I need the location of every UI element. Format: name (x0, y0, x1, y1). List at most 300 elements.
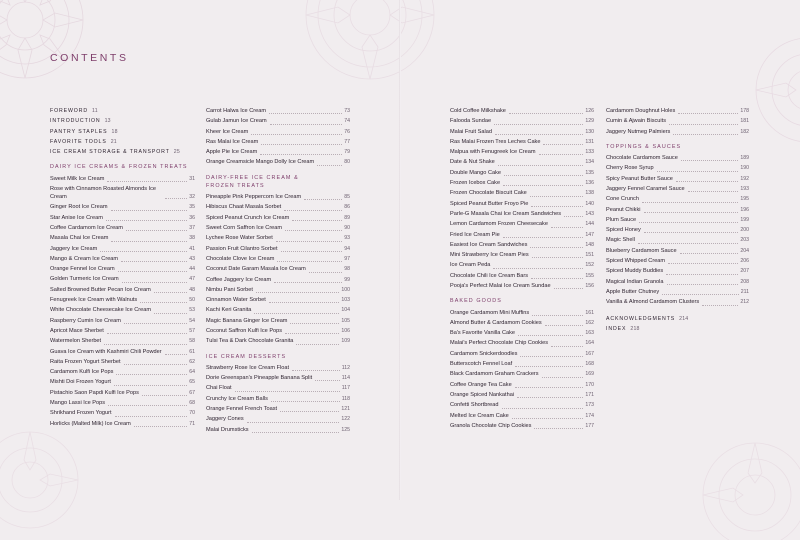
entry-page: 99 (344, 276, 350, 283)
entry-title: Cold Coffee Milkshake (450, 108, 506, 114)
entry-page: 135 (585, 169, 594, 176)
toc-entry[interactable] (206, 244, 350, 254)
entry-page: 70 (189, 410, 195, 417)
toc-entry[interactable] (50, 174, 195, 184)
dot-leader (115, 416, 188, 417)
toc-entry[interactable] (450, 281, 594, 291)
dot-leader (285, 230, 342, 231)
toc-entry[interactable] (450, 199, 594, 209)
dot-leader (121, 261, 187, 262)
toc-entry[interactable] (206, 295, 350, 305)
entry-page: 125 (341, 426, 350, 433)
toc-entry[interactable] (606, 225, 749, 235)
toc-entry[interactable] (606, 246, 749, 256)
toc-column-1 (50, 106, 195, 429)
toc-entry[interactable] (206, 116, 350, 126)
entry-page: 118 (341, 395, 350, 402)
section-heading-dairy-free (206, 174, 350, 190)
entry-page: 177 (585, 422, 594, 429)
entry-title: Parle-G Masala Chai Ice Cream Sandwiches (450, 210, 561, 217)
entry-page: 25 (173, 149, 180, 156)
entry-page: 77 (344, 138, 350, 145)
dot-leader (165, 354, 188, 355)
entry-title: Jaggery Cones (206, 416, 244, 423)
section-heading-baked-goods: BAKED GOODS (450, 298, 502, 305)
dot-leader (247, 422, 340, 423)
dot-leader (252, 432, 340, 433)
entry-page: 76 (344, 128, 350, 135)
entry-title: Ice Cream Peda (450, 262, 491, 269)
entry-page: 38 (189, 235, 195, 242)
entry-title: Magical Indian Granola (606, 278, 664, 285)
entry-page: 196 (740, 206, 749, 213)
dot-leader (512, 418, 584, 419)
entry-title: Coffee Jaggery Ice Cream (206, 276, 272, 283)
entry-title: Peanut Chikki (606, 206, 641, 213)
mandala-ornament-bottom-left (0, 420, 90, 540)
entry-title: Orange Cardamom Mini Muffins (450, 309, 530, 316)
entry-page: 62 (189, 358, 195, 365)
front-matter-entry[interactable] (50, 137, 195, 147)
toc-entry[interactable] (50, 264, 195, 274)
front-matter-entry[interactable] (50, 106, 195, 116)
toc-entry[interactable] (450, 369, 594, 379)
entry-page: 68 (189, 400, 195, 407)
entry-page: 44 (189, 266, 195, 273)
entry-page: 204 (740, 247, 749, 254)
entry-page: 143 (585, 210, 594, 217)
entry-page: 147 (585, 231, 594, 238)
entry-title: Date & Nut Shake (450, 159, 495, 166)
entry-page: 140 (585, 200, 594, 207)
dot-leader (530, 247, 583, 248)
dot-leader (111, 241, 187, 242)
toc-entry[interactable] (206, 106, 350, 116)
entry-page: 117 (341, 385, 350, 392)
entry-title: Masala Chai Ice Cream (50, 235, 109, 242)
entry-title: Jaggery Nutmeg Palmiers (606, 128, 671, 135)
entry-page: 173 (585, 402, 594, 409)
dot-leader (107, 333, 187, 334)
toc-entry[interactable] (206, 127, 350, 137)
toc-entry[interactable] (450, 421, 594, 431)
entry-page: 161 (585, 309, 594, 316)
entry-page: 73 (344, 108, 350, 114)
toc-list (450, 106, 594, 291)
entry-page: 138 (585, 190, 594, 197)
toc-entry[interactable] (50, 419, 195, 429)
toc-entry[interactable] (50, 274, 195, 284)
dot-leader (165, 198, 187, 199)
entry-title: INTRODUCTION (50, 118, 101, 125)
entry-page: 171 (585, 391, 594, 398)
entry-title: Raita Frozen Yogurt Sherbet (50, 358, 121, 365)
entry-title: Rose with Cinnamon Roasted Almonds Ice Cream (50, 185, 157, 201)
entry-page: 106 (341, 328, 350, 335)
entry-page: 207 (740, 268, 749, 275)
toc-entry[interactable] (450, 188, 594, 198)
toc-entry[interactable] (450, 240, 594, 250)
toc-entry[interactable] (206, 363, 350, 373)
dot-leader (284, 210, 342, 211)
toc-entry[interactable] (50, 305, 195, 315)
entry-title: Ras Malai Frozen Tres Leches Cake (450, 138, 541, 145)
entry-page: 94 (344, 245, 350, 252)
entry-title: Mango & Cream Ice Cream (50, 255, 119, 262)
entry-page: 178 (740, 108, 749, 114)
entry-page: 121 (341, 406, 350, 413)
dot-leader (104, 344, 187, 345)
toc-entry[interactable] (606, 127, 749, 137)
entry-page: 182 (740, 128, 749, 135)
dot-leader (681, 160, 739, 161)
toc-entry[interactable] (450, 328, 594, 338)
toc-entry[interactable] (450, 359, 594, 369)
dot-leader (296, 344, 339, 345)
dot-leader (154, 292, 187, 293)
entry-title: Lychee Rose Water Sorbet (206, 235, 273, 242)
toc-entry[interactable] (606, 174, 749, 184)
entry-page: 103 (341, 297, 350, 304)
entry-page: 148 (585, 241, 594, 248)
toc-entry[interactable] (50, 184, 195, 202)
entry-page: 97 (344, 255, 350, 262)
entry-title: Fenugreek Ice Cream with Walnuts (50, 297, 138, 304)
toc-entry[interactable] (206, 192, 350, 202)
entry-page: 151 (585, 252, 594, 259)
toc-entry[interactable] (206, 414, 350, 424)
entry-page: 112 (341, 364, 350, 371)
dot-leader (317, 165, 342, 166)
toc-entry[interactable] (450, 209, 594, 219)
entry-title: Granola Chocolate Chip Cookies (450, 422, 532, 429)
toc-entry[interactable] (50, 254, 195, 264)
toc-entry[interactable] (50, 244, 195, 254)
dot-leader (494, 124, 583, 125)
entry-title: Magic Shell (606, 237, 635, 244)
entry-page: 41 (189, 245, 195, 252)
entry-title: Spicy Peanut Butter Sauce (606, 175, 673, 182)
entry-title: Jaggery Fennel Caramel Sauce (606, 185, 685, 192)
entry-title: Spiced Peanut Crunch Ice Cream (206, 214, 290, 221)
toc-entry[interactable] (206, 254, 350, 264)
entry-page: 65 (189, 379, 195, 386)
toc-entry[interactable] (450, 308, 594, 318)
dot-leader (116, 374, 187, 375)
dot-leader (292, 370, 340, 371)
dot-leader (122, 282, 188, 283)
entry-title: Malai Drumsticks (206, 426, 249, 433)
toc-entry[interactable] (606, 153, 749, 163)
entry-page: 162 (585, 319, 594, 326)
front-matter-entry[interactable] (50, 147, 195, 157)
toc-entry[interactable] (206, 326, 350, 336)
toc-entry[interactable] (206, 336, 350, 346)
dot-leader (285, 333, 339, 334)
entry-title: FAVORITE TOOLS (50, 138, 107, 145)
toc-entry[interactable] (450, 250, 594, 260)
entry-page: 86 (344, 204, 350, 211)
entry-page: 80 (344, 159, 350, 166)
toc-entry[interactable] (450, 219, 594, 229)
entry-page: 122 (341, 416, 350, 423)
toc-entry[interactable] (606, 194, 749, 204)
toc-entry[interactable] (450, 380, 594, 390)
dot-leader (531, 206, 583, 207)
dot-leader (639, 222, 738, 223)
toc-entry[interactable] (450, 271, 594, 281)
toc-entry[interactable] (50, 202, 195, 212)
entry-page: 133 (585, 149, 594, 156)
toc-entry[interactable] (206, 202, 350, 212)
entry-title: Salted Browned Butter Pecan Ice Cream (50, 286, 151, 293)
entry-title: Cumin & Ajwain Biscuits (606, 118, 666, 125)
toc-entry[interactable] (206, 404, 350, 414)
dot-leader (673, 134, 738, 135)
entry-page: 109 (341, 338, 350, 345)
toc-entry[interactable] (206, 305, 350, 315)
entry-title: Cardamom Snickerdoodles (450, 350, 518, 357)
entry-title: Confetti Shortbread (450, 402, 499, 409)
toc-entry[interactable] (450, 168, 594, 178)
entry-title: Ba's Favorite Vanilla Cake (450, 330, 516, 337)
entry-title: Mini Strawberry Ice Cream Pies (450, 252, 529, 259)
entry-title: Magic Banana Ginger Ice Cream (206, 317, 288, 324)
dot-leader (498, 165, 584, 166)
entry-title: Coffee Orange Tea Cake (450, 381, 512, 388)
toc-entry[interactable] (206, 223, 350, 233)
toc-entry[interactable] (606, 163, 749, 173)
toc-entry[interactable] (50, 213, 195, 223)
toc-entry[interactable] (450, 178, 594, 188)
entry-page: 67 (189, 389, 195, 396)
toc-entry[interactable] (606, 116, 749, 126)
toc-list (450, 308, 594, 432)
toc-entry[interactable] (50, 233, 195, 243)
entry-page: 85 (344, 194, 350, 201)
book-gutter (399, 0, 401, 500)
dot-leader (134, 426, 187, 427)
toc-entry[interactable] (50, 377, 195, 387)
entry-page: 218 (630, 325, 640, 332)
dot-leader (662, 294, 739, 295)
toc-entry[interactable] (50, 295, 195, 305)
toc-entry[interactable] (450, 400, 594, 410)
entry-title: Chai Float (206, 385, 232, 392)
toc-column-4 (606, 106, 749, 334)
toc-entry[interactable] (450, 127, 594, 137)
entry-page: 163 (585, 330, 594, 337)
toc-entry[interactable] (450, 390, 594, 400)
toc-entry[interactable] (450, 106, 594, 116)
dot-leader (309, 272, 342, 273)
entry-page: 193 (740, 185, 749, 192)
toc-entry[interactable] (606, 277, 749, 287)
toc-entry[interactable] (450, 338, 594, 348)
dot-leader (111, 210, 188, 211)
entry-title: Chocolate Chili Ice Cream Bars (450, 272, 529, 279)
toc-entry[interactable] (50, 347, 195, 357)
dot-leader (545, 325, 584, 326)
dot-leader (503, 185, 583, 186)
toc-entry[interactable] (450, 147, 594, 157)
dot-leader (270, 124, 343, 125)
toc-entry[interactable] (206, 316, 350, 326)
toc-entry[interactable] (606, 297, 749, 307)
front-matter-entry[interactable] (50, 127, 195, 137)
entry-title: Mishti Doi Frozen Yogurt (50, 379, 111, 386)
toc-entry[interactable] (50, 316, 195, 326)
toc-entry[interactable] (450, 157, 594, 167)
dot-leader (531, 278, 583, 279)
entry-page: 214 (679, 315, 689, 322)
dot-leader (515, 387, 584, 388)
dot-leader (642, 202, 738, 203)
dot-leader (260, 154, 342, 155)
toc-entry[interactable] (450, 230, 594, 240)
dot-leader (702, 305, 738, 306)
toc-entry[interactable] (450, 318, 594, 328)
dot-leader (680, 253, 739, 254)
entry-title: Spiced Honey (606, 227, 641, 234)
toc-entry[interactable] (450, 116, 594, 126)
toc-entry[interactable] (50, 388, 195, 398)
entry-title: Double Mango Cake (450, 169, 501, 176)
toc-entry[interactable] (50, 367, 195, 377)
front-matter-list (50, 106, 195, 157)
dot-leader (532, 257, 584, 258)
toc-entry[interactable] (206, 285, 350, 295)
entry-page: 189 (740, 155, 749, 162)
toc-entry[interactable] (450, 411, 594, 421)
entry-page: 212 (740, 299, 749, 306)
entry-page: 48 (189, 286, 195, 293)
mandala-ornament-top-left (0, 0, 90, 85)
toc-entry[interactable] (206, 157, 350, 167)
toc-entry[interactable] (450, 260, 594, 270)
entry-title: Pistachio Saon Papdi Kulfi Ice Pops (50, 389, 139, 396)
toc-entry[interactable] (206, 275, 350, 285)
toc-entry[interactable] (450, 137, 594, 147)
toc-entry[interactable] (606, 266, 749, 276)
entry-page: 79 (344, 149, 350, 156)
dot-leader (688, 191, 739, 192)
dot-leader (124, 323, 187, 324)
entry-title: Horlicks (Malted Milk) Ice Cream (50, 420, 131, 427)
toc-entry[interactable] (206, 233, 350, 243)
section-heading-toppings: TOPPINGS & SAUCES (606, 143, 682, 150)
toc-entry[interactable] (206, 264, 350, 274)
entry-title: Tulsi Tea & Dark Chocolate Granita (206, 338, 294, 345)
toc-entry[interactable] (50, 357, 195, 367)
toc-list (606, 153, 749, 307)
dot-leader (551, 227, 583, 228)
toc-entry[interactable] (206, 147, 350, 157)
dot-leader (256, 292, 339, 293)
dot-leader (269, 113, 342, 114)
toc-entry[interactable] (50, 408, 195, 418)
entry-title: Melted Ice Cream Cake (450, 412, 509, 419)
dot-leader (668, 263, 738, 264)
dot-leader (290, 323, 339, 324)
entry-title: Pooja's Perfect Malai Ice Cream Sundae (450, 283, 551, 290)
entry-page: 200 (740, 227, 749, 234)
entry-page: 156 (585, 283, 594, 290)
entry-page: 155 (585, 272, 594, 279)
toc-entry[interactable] (606, 184, 749, 194)
dot-leader (114, 385, 187, 386)
entry-title: Coffee Cardamom Ice Cream (50, 224, 123, 231)
entry-page: 74 (344, 118, 350, 125)
toc-entry[interactable] (206, 213, 350, 223)
entry-page: 114 (341, 375, 350, 382)
toc-entry[interactable] (450, 349, 594, 359)
entry-title: Spiced Muddy Buddies (606, 268, 664, 275)
toc-entry[interactable] (206, 373, 350, 383)
back-matter-entry[interactable] (606, 324, 749, 334)
toc-entry[interactable] (50, 398, 195, 408)
dot-leader (251, 134, 342, 135)
entry-title: Jaggery Ice Cream (50, 245, 98, 252)
entry-title: Star Anise Ice Cream (50, 214, 103, 221)
front-matter-entry[interactable] (50, 116, 195, 126)
dot-leader (517, 397, 583, 398)
toc-entry[interactable] (606, 256, 749, 266)
dot-leader (532, 315, 583, 316)
entry-page: 126 (585, 108, 594, 114)
dot-leader (554, 288, 584, 289)
toc-entry[interactable] (606, 205, 749, 215)
dot-leader (564, 216, 583, 217)
toc-entry[interactable] (206, 383, 350, 393)
dot-leader (271, 401, 340, 402)
section-heading-desserts: ICE CREAM DESSERTS (206, 353, 287, 360)
entry-page: 64 (189, 369, 195, 376)
entry-title: Sweet Milk Ice Cream (50, 175, 105, 182)
entry-page: 18 (111, 128, 118, 135)
entry-page: 89 (344, 214, 350, 221)
toc-entry[interactable] (206, 394, 350, 404)
entry-title: Orange Fennel Ice Cream (50, 266, 115, 273)
toc-entry[interactable] (606, 106, 749, 116)
entry-page: 195 (740, 196, 749, 203)
entry-title: Cinnamon Water Sorbet (206, 297, 266, 304)
toc-entry[interactable] (606, 287, 749, 297)
toc-entry[interactable] (50, 285, 195, 295)
toc-entry[interactable] (606, 235, 749, 245)
toc-entry[interactable] (206, 137, 350, 147)
toc-entry[interactable] (606, 215, 749, 225)
dot-leader (277, 261, 342, 262)
toc-list (206, 192, 350, 346)
entry-title: ICE CREAM STORAGE & TRANSPORT (50, 149, 170, 156)
entry-page: 206 (740, 258, 749, 265)
entry-page: 36 (189, 214, 195, 221)
toc-entry[interactable] (50, 223, 195, 233)
dot-leader (551, 346, 583, 347)
toc-entry[interactable] (50, 326, 195, 336)
entry-page: 169 (585, 371, 594, 378)
back-matter-entry[interactable] (606, 314, 749, 324)
entry-title: Orange Spiced Nankathai (450, 391, 515, 398)
entry-title: Nimbu Pani Sorbet (206, 286, 253, 293)
entry-title: Cardamom Kulfi Ice Pops (50, 369, 114, 376)
entry-page: 90 (344, 225, 350, 232)
toc-entry[interactable] (206, 425, 350, 435)
entry-page: 136 (585, 180, 594, 187)
entry-page: 192 (740, 175, 749, 182)
toc-entry[interactable] (50, 336, 195, 346)
